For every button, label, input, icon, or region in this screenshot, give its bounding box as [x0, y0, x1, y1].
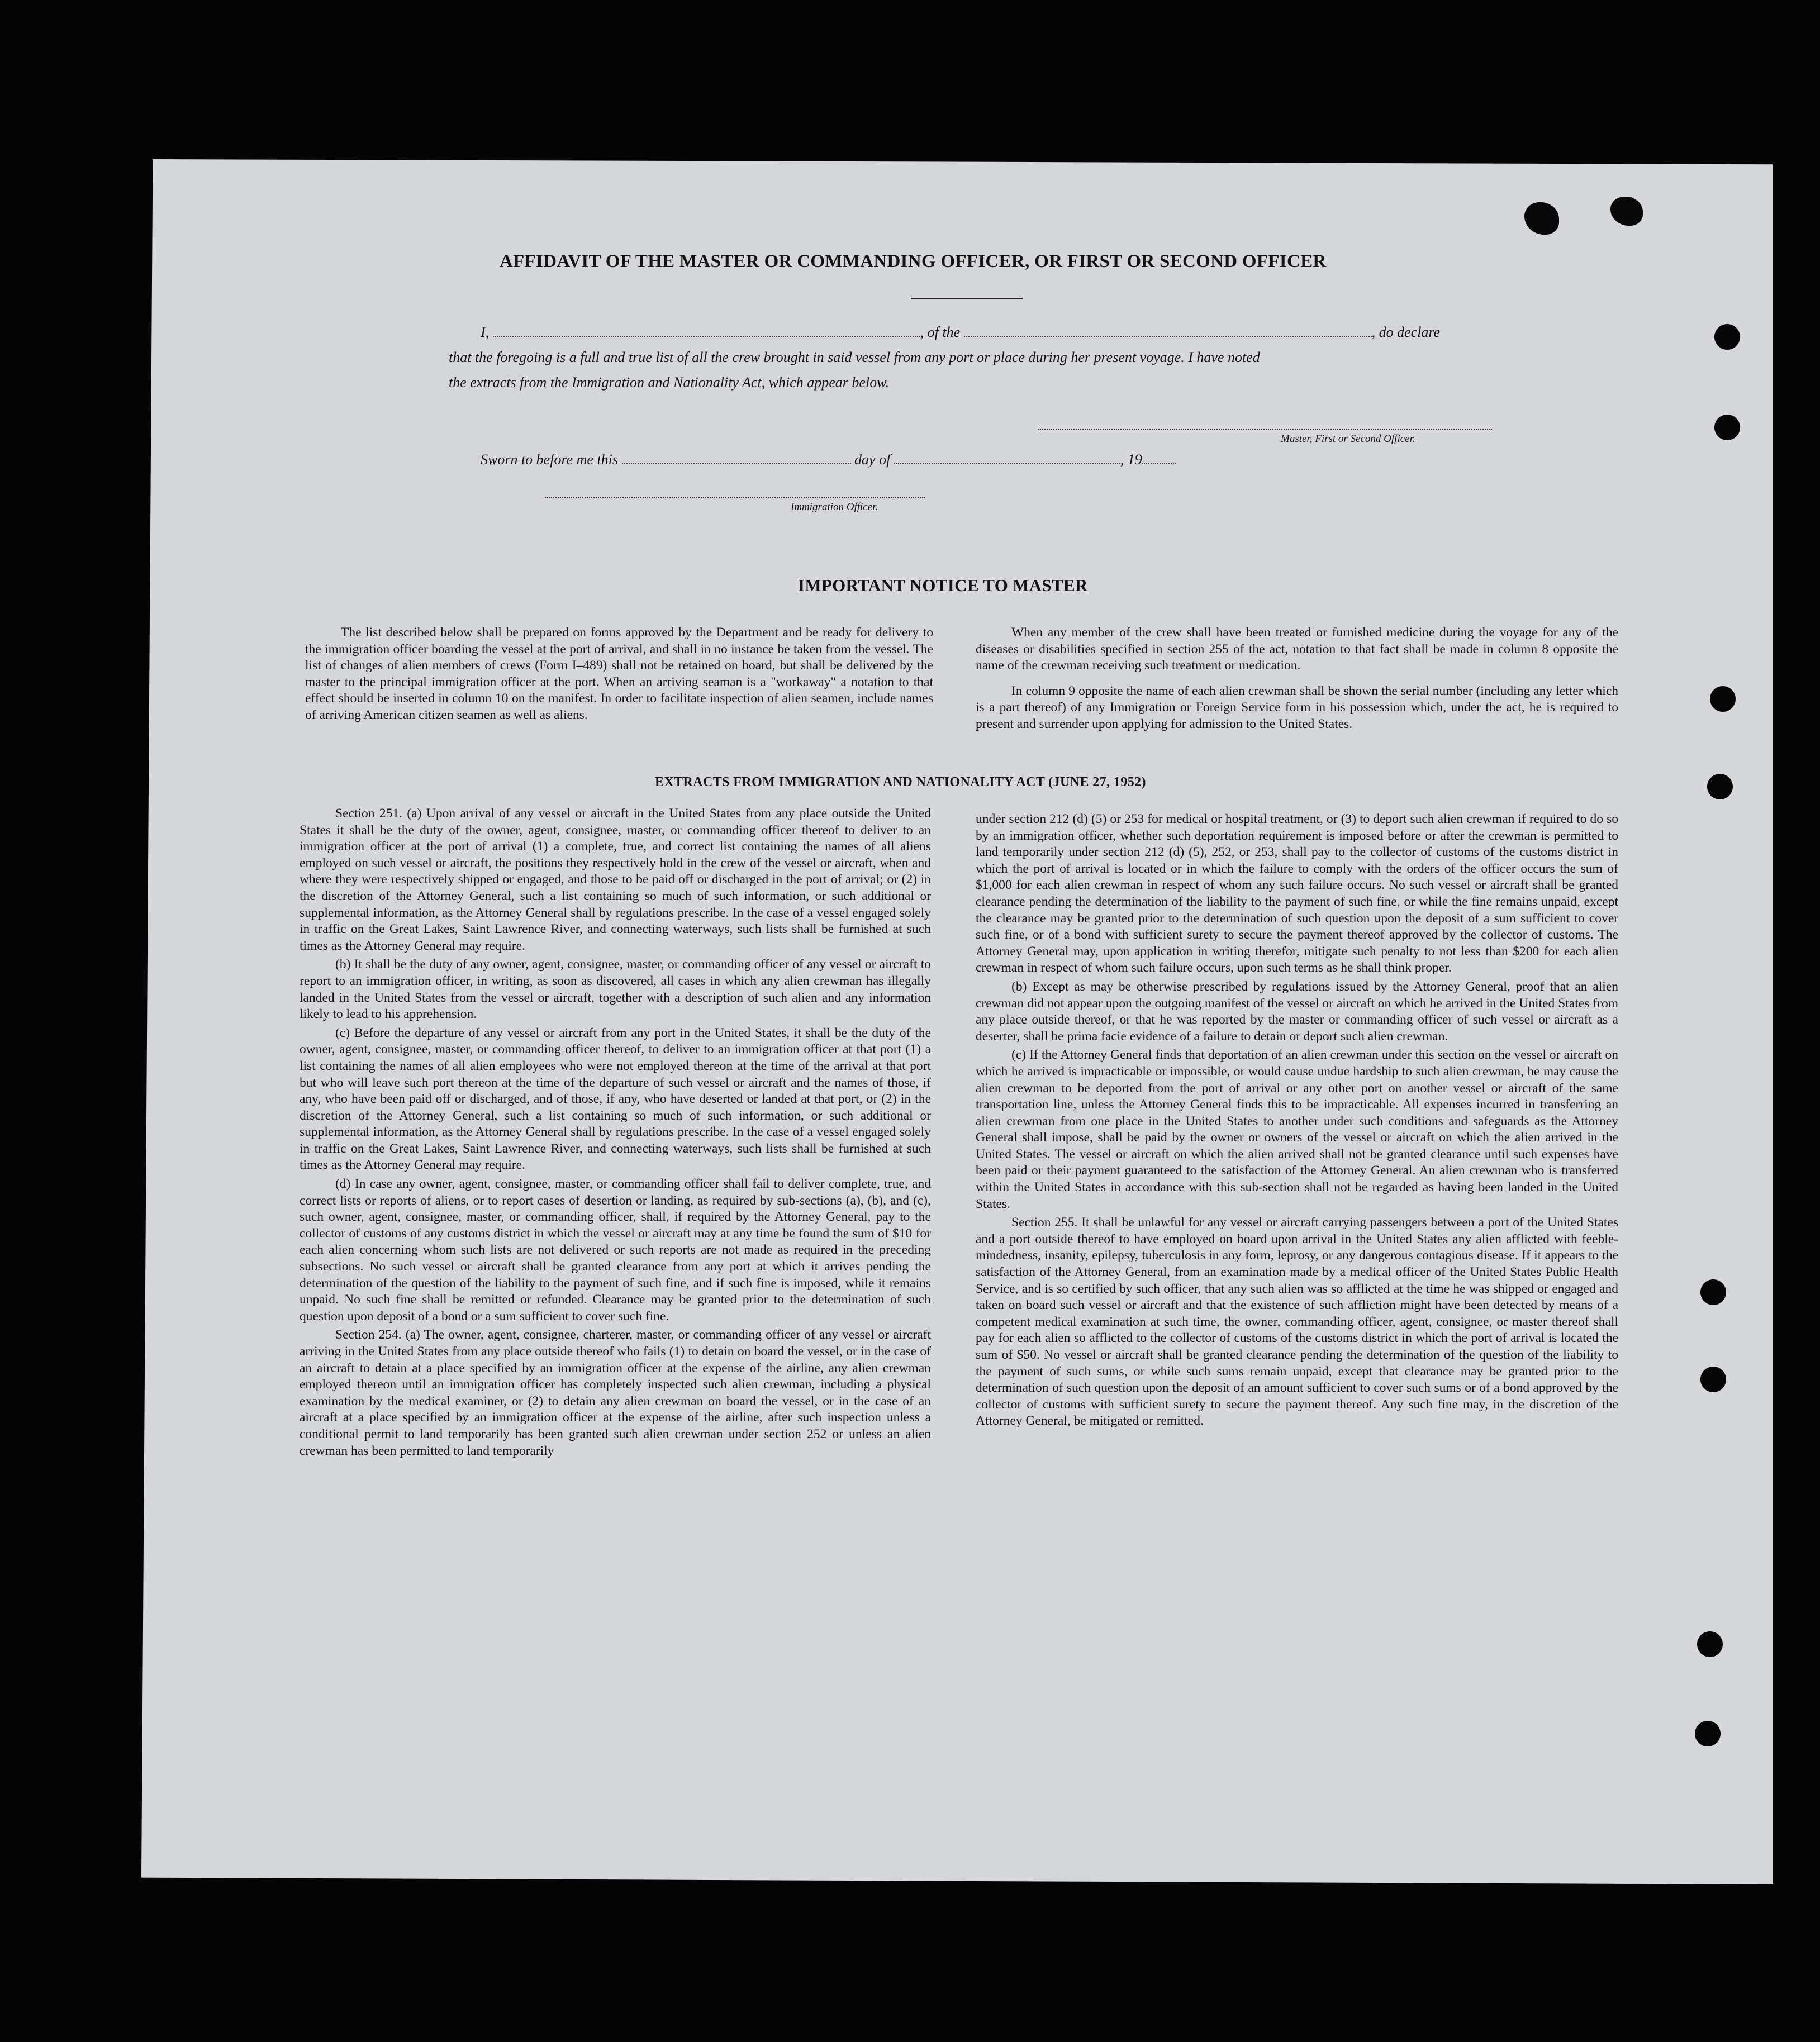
binder-hole-icon: [1714, 415, 1740, 440]
extracts-left-column: [300, 806, 931, 1462]
section-254a: Section 254. (a) The owner, agent, consignee, charterer, master, or commanding officer of any vessel or aircraft arriving in the United States from any place outside thereof who fails (1) to detain on board the vessel, or in the case of an aircraft to detain at a place specified by an immigration officer at the expense of the airline, any alien crewman employed thereon until an immigration officer has completely inspected such alien crewman, including a physical examination by the medical examiner, or (2) to detain any alien crewman on board the vessel, or in the case of an aircraft at a place specified by an immigration officer at the expense of the airline, after such inspection unless a conditional permit to land temporarily has been granted such alien crewman under section 252 or unless an alien crewman has been permitted to land temporarily: [300, 1327, 931, 1458]
master-signature-field[interactable]: [1038, 427, 1492, 430]
vessel-field[interactable]: [964, 335, 1372, 337]
sworn-year-field[interactable]: [1142, 462, 1176, 464]
section-254a-continued: under section 212 (d) (5) or 253 for medical or hospital treatment, or (3) to deport such alien crewman if required to do so by an immigration officer, whether such deportation requirement is imposed before or after the crewman is permitted to land temporarily under section 212 (d) (5), 252, or 253, shall pay to the collector of customs of the customs district in which the port of arrival is located or in which the failure to comply with the orders of the officer occurs the sum of $1,000 for each alien crewman in respect of whom any such failure occurs. No such vessel or aircraft shall be granted clearance pending the determination of the liability to the payment of such fine, or while the fine remains unpaid, except the clearance may be granted prior to the determination of such question upon the deposit of a sum sufficient to cover such fine, or of a bond with sufficient surety to secure the payment thereof approved by the collector of customs. The Attorney General may, upon application in writing therefor, mitigate such penalty to not less than $200 for each alien crewman in respect of whom such failure occurs, upon such terms as he shall think proper.: [976, 812, 1618, 975]
affidavit-title-rule: [911, 298, 1023, 299]
binder-hole-icon: [1695, 1721, 1721, 1746]
notice-left-paragraph: The list described below shall be prepared on forms approved by the Department and be ready for delivery to the immigration officer boarding the vessel at the port of arrival, and shall in no instance be taken from the vessel. The list of changes of alien members of crews (Form I–489) shall not be retained on board, but shall be delivered by the master to the principal immigration officer at the port. When an arriving seaman is a "workaway" a notation to that effect should be inserted in column 10 on the manifest. In order to facilitate inspection of alien seamen, include names of arriving American citizen seamen as well as aliens.: [305, 625, 933, 722]
affidavit-declaration-line: [481, 324, 1440, 341]
extracts-right-column: [976, 811, 1618, 1432]
immigration-officer-signature-field[interactable]: [545, 496, 925, 498]
i-label: I,: [481, 324, 490, 340]
of-the-label: , of the: [920, 324, 961, 340]
sworn-month-field[interactable]: [894, 462, 1120, 464]
binder-hole-icon: [1700, 1279, 1726, 1305]
section-254b: (b) Except as may be otherwise prescribed by regulations issued by the Attorney General, proof that an alien crewman did not appear upon the outgoing manifest of the vessel or aircraft on which he arrived in the United States from any place outside thereof, or that he was reported by the master or commanding officer of such vessel or aircraft as a deserter, shall be prima facie evidence of a failure to detain or deport such alien crewman.: [976, 979, 1618, 1044]
section-251d: (d) In case any owner, agent, consignee, master, or commanding officer shall fail to deliver complete, true, and correct lists or reports of aliens, or to report cases of desertion or landing, as required by sub-sections (a), (b), and (c), such owner, agent, consignee, master, or commanding officer, shall, if required by the Attorney General, pay to the collector of customs of any customs district in which the vessel or aircraft may at any time be found the sum of $10 for each alien concerning whom such lists are not delivered or such reports are not made as required in the preceding subsections. No such vessel or aircraft shall be granted clearance from any port at which it arrives pending the determination of the question of the liability to the payment of such fine, and if such fine is imposed, while it remains unpaid. No such fine shall be remitted or refunded. Clearance may be granted prior to the determination of such question upon deposit of a bond or a sum sufficient to cover such fine.: [300, 1177, 931, 1324]
year-prefix-label: , 19: [1120, 451, 1142, 468]
notice-right-paragraph-2: In column 9 opposite the name of each alien crewman shall be shown the serial number (including any letter which is a part thereof) of any Immigration or Foreign Service form in his possession which, under the act, he is required to present and surrender upon applying for admission to the United States.: [976, 683, 1618, 731]
section-254c: (c) If the Attorney General finds that deportation of an alien crewman under this section on the vessel or aircraft on which he arrived is impracticable or impossible, or would cause undue hardship to such alien crewman, he may cause the alien crewman to be deported from the port of arrival or any other port on another vessel or aircraft of the same transportation line, unless the Attorney General finds this to be impracticable. All expenses incurred in transferring an alien crewman from one place in the United States to another under such conditions and safeguards as the Attorney General shall impose, shall be paid by the owner or owners of the vessel or aircraft on which the alien arrived in the United States. The vessel or aircraft on which the alien arrived shall not be granted clearance until such expenses have been paid or their payment guaranteed to the satisfaction of the Attorney General. An alien crewman who is transferred within the United States in accordance with this sub-section shall not be regarded as having been landed in the United States.: [976, 1048, 1618, 1211]
binder-hole-icon: [1697, 1631, 1723, 1657]
sworn-before-label: Sworn to before me this: [481, 451, 619, 468]
affidavit-statement-line1: that the foregoing is a full and true list of all the crew brought in said vessel from any port or place during her present voyage. I have noted: [449, 349, 1260, 365]
sworn-line: [481, 451, 1176, 468]
immigration-officer-caption: Immigration Officer.: [791, 501, 878, 513]
master-caption: Master, First or Second Officer.: [1281, 433, 1415, 445]
notice-right-column: [976, 625, 1618, 735]
name-field[interactable]: [493, 335, 920, 337]
section-251a: Section 251. (a) Upon arrival of any vessel or aircraft in the United States from any place outside the United States it shall be the duty of the owner, agent, consignee, master, or commanding officer thereof to deliver to an immigration officer at the port of arrival (1) a complete, true, and correct list containing the names of all aliens employed on such vessel or aircraft, the positions they respectively hold in the crew of the vessel or aircraft, when and where they were respectively shipped or engaged, and those to be paid off or discharged in the port of arrival; or (2) in the discretion of the Attorney General, such a list containing so much of such information, or such additional or supplemental information, as the Attorney General shall by regulations prescribe. In the case of a vessel engaged solely in traffic on the Great Lakes, Saint Lawrence River, and connecting waterways, such lists shall be furnished at such times as the Attorney General may require.: [300, 806, 931, 953]
binder-hole-icon: [1710, 686, 1736, 712]
section-255: Section 255. It shall be unlawful for any vessel or aircraft carrying passengers between a port of the United States and a port outside thereof to have employed on board upon arrival in the United States any alien afflicted with feeble-mindedness, insanity, epilepsy, tuberculosis in any form, leprosy, or any dangerous contagious disease. If it appears to the satisfaction of the Attorney General, from an examination made by a medical officer of the United States Public Health Service, and is so certified by such officer, that any such alien was so afflicted at the time he was shipped or engaged and taken on board such vessel or aircraft and that the existence of such affliction might have been detected by means of a competent medical examination at such time, the owner, commanding officer, agent, consignee, or master thereof shall pay for each alien so afflicted to the collector of customs of the customs district in which the port of arrival is located the sum of $50. No vessel or aircraft shall be granted clearance pending the determination of the question of the liability to the payment of such sums, or while such sums remain unpaid, except that clearance may be granted prior to the determination of such question upon the deposit of an amount sufficient to cover such sums or of a bond approved by the collector of customs with sufficient surety to secure the payment thereof. Any such fine may, in the discretion of the Attorney General, be mitigated or remitted.: [976, 1215, 1618, 1429]
notice-right-paragraph-1: When any member of the crew shall have been treated or furnished medicine during the voyage for any of the diseases or disabilities specified in section 255 of the act, notation to that fact shall be made in column 8 opposite the name of the crewman receiving such treatment or medication.: [976, 625, 1618, 673]
affidavit-title: AFFIDAVIT OF THE MASTER OR COMMANDING OFFICER, OR FIRST OR SECOND OFFICER: [500, 251, 1327, 272]
do-declare-label: , do declare: [1371, 324, 1441, 340]
section-251c: (c) Before the departure of any vessel or aircraft from any port in the United States, it shall be the duty of the owner, agent, consignee, master, or commanding officer thereof, to deliver to an immigration officer at that port (1) a list containing the names of all alien employees who were not employed thereon at the time of the arrival at that port but who will leave such port thereon at the time of the departure of such vessel or aircraft and the names of those, if any, who have been paid off or discharged, and of those, if any, who have deserted or landed at that port, or (2) in the discretion of the Attorney General, such a list containing so much of such information, or such additional or supplemental information, as the Attorney General shall by regulations prescribe. In the case of a vessel engaged solely in traffic on the Great Lakes, Saint Lawrence River, and connecting waterways, such lists shall be furnished at such times as the Attorney General may require.: [300, 1025, 931, 1173]
extracts-title: EXTRACTS FROM IMMIGRATION AND NATIONALITY ACT (JUNE 27, 1952): [655, 775, 1146, 789]
sworn-day-field[interactable]: [622, 462, 851, 464]
day-of-label: day of: [854, 451, 891, 468]
notice-title: IMPORTANT NOTICE TO MASTER: [798, 575, 1088, 595]
notice-left-column: [305, 625, 933, 726]
section-251b: (b) It shall be the duty of any owner, agent, consignee, master, or commanding officer of any vessel or aircraft to report to an immigration officer, in writing, as soon as discovered, all cases in which any alien crewman has illegally landed in the United States from the vessel or aircraft, together with a description of such alien and any information likely to lead to his apprehension.: [300, 957, 931, 1022]
binder-hole-icon: [1707, 774, 1733, 799]
binder-hole-icon: [1700, 1367, 1726, 1392]
binder-hole-icon: [1714, 324, 1740, 350]
affidavit-statement-line2: the extracts from the Immigration and Nationality Act, which appear below.: [449, 374, 890, 391]
